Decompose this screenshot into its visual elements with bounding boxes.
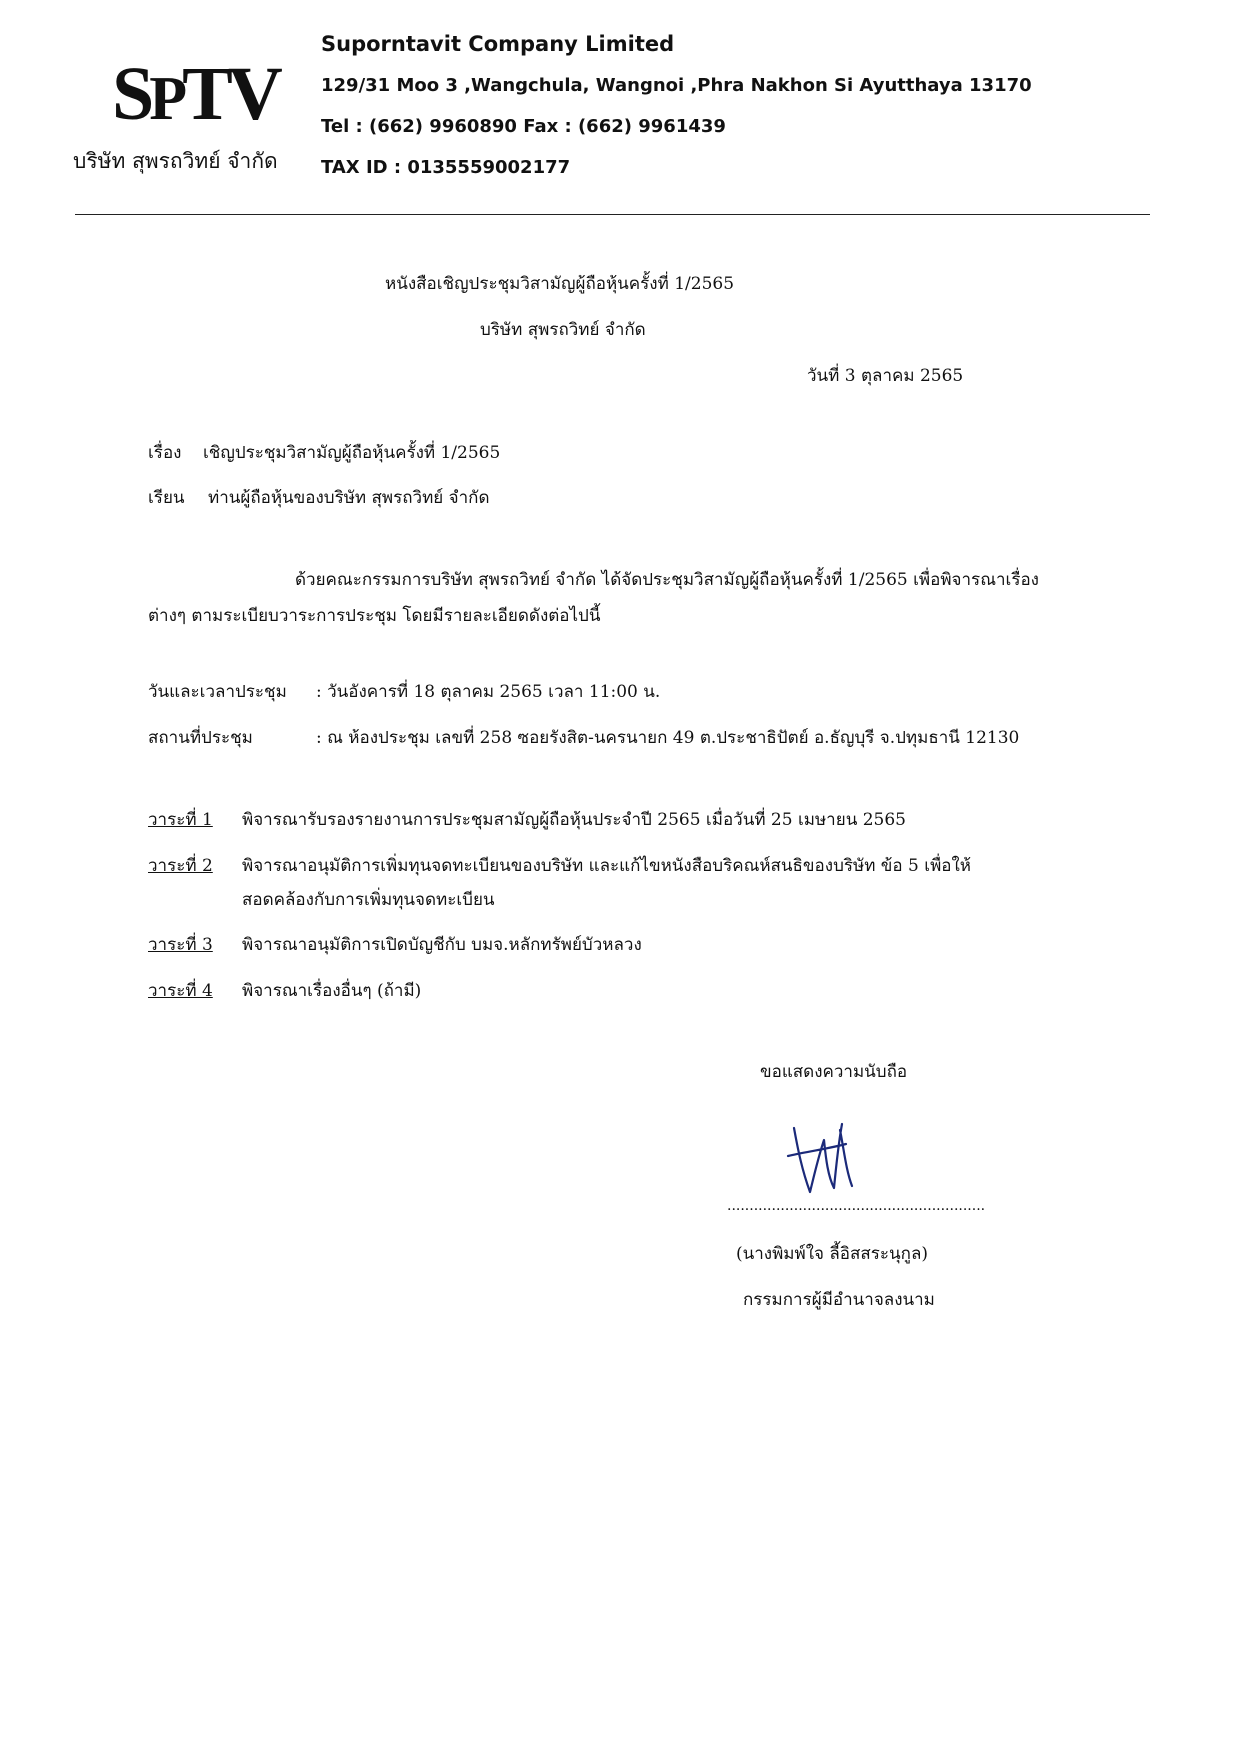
agenda-item-4-label: วาระที่ 4 <box>148 981 213 1001</box>
company-phone-fax: Tel : (662) 9960890 Fax : (662) 9961439 <box>321 116 726 137</box>
closing-salutation: ขอแสดงความนับถือ <box>760 1062 908 1082</box>
meeting-date-label: วันและเวลาประชุม <box>148 682 287 702</box>
document-title: หนังสือเชิญประชุมวิสามัญผู้ถือหุ้นครั้งที่ 1/2565 <box>385 274 735 294</box>
meeting-venue-value: : ณ ห้องประชุม เลขที่ 258 ซอยรังสิต-นครนายก 49 ต.ประชาธิปัตย์ อ.ธัญบุรี จ.ปทุมธานี 12130 <box>316 728 1020 748</box>
agenda-item-4-text: พิจารณาเรื่องอื่นๆ (ถ้ามี) <box>242 981 422 1001</box>
recipient-label: เรียน <box>148 488 185 508</box>
logo-thai-name: บริษัท สุพรถวิทย์ จำกัด <box>73 149 278 173</box>
intro-paragraph-line-1: ด้วยคณะกรรมการบริษัท สุพรถวิทย์ จำกัด ได้จัดประชุมวิสามัญผู้ถือหุ้นครั้งที่ 1/2565 เพื่อพิจารณาเรื่อง <box>295 570 1039 590</box>
subject-text: เชิญประชุมวิสามัญผู้ถือหุ้นครั้งที่ 1/2565 <box>203 443 501 463</box>
signature-line: .......................................................... <box>727 1198 986 1214</box>
agenda-item-3-text: พิจารณาอนุมัติการเปิดบัญชีกับ บมจ.หลักทรัพย์บัวหลวง <box>242 935 642 955</box>
signer-title: กรรมการผู้มีอำนาจลงนาม <box>743 1290 935 1310</box>
recipient-text: ท่านผู้ถือหุ้นของบริษัท สุพรถวิทย์ จำกัด <box>208 488 490 508</box>
agenda-item-1-label: วาระที่ 1 <box>148 810 213 830</box>
signer-name: (นางพิมพ์ใจ ลี้อิสสระนุกูล) <box>736 1244 928 1264</box>
document-date: วันที่ 3 ตุลาคม 2565 <box>807 366 964 386</box>
handwritten-signature <box>780 1110 860 1200</box>
document-company: บริษัท สุพรถวิทย์ จำกัด <box>480 320 646 340</box>
company-logo: SPTV <box>112 52 278 136</box>
agenda-item-2-label: วาระที่ 2 <box>148 856 213 876</box>
agenda-item-1-text: พิจารณารับรองรายงานการประชุมสามัญผู้ถือหุ้นประจำปี 2565 เมื่อวันที่ 25 เมษายน 2565 <box>242 810 906 830</box>
agenda-item-3-label: วาระที่ 3 <box>148 935 213 955</box>
meeting-venue-label: สถานที่ประชุม <box>148 728 253 748</box>
company-name: Suporntavit Company Limited <box>321 32 675 56</box>
company-tax-id: TAX ID : 0135559002177 <box>321 157 571 178</box>
header-divider <box>75 214 1150 215</box>
agenda-item-2-text-continued: สอดคล้องกับการเพิ่มทุนจดทะเบียน <box>242 890 495 910</box>
agenda-item-2-text: พิจารณาอนุมัติการเพิ่มทุนจดทะเบียนของบริษัท และแก้ไขหนังสือบริคณห์สนธิของบริษัท ข้อ 5 เพื่อให้ <box>242 856 971 876</box>
intro-paragraph-line-2: ต่างๆ ตามระเบียบวาระการประชุม โดยมีรายละเอียดดังต่อไปนี้ <box>148 606 601 626</box>
meeting-date-value: : วันอังคารที่ 18 ตุลาคม 2565 เวลา 11:00 น. <box>316 682 661 702</box>
company-address: 129/31 Moo 3 ,Wangchula, Wangnoi ,Phra Nakhon Si Ayutthaya 13170 <box>321 75 1032 96</box>
subject-label: เรื่อง <box>148 443 182 463</box>
